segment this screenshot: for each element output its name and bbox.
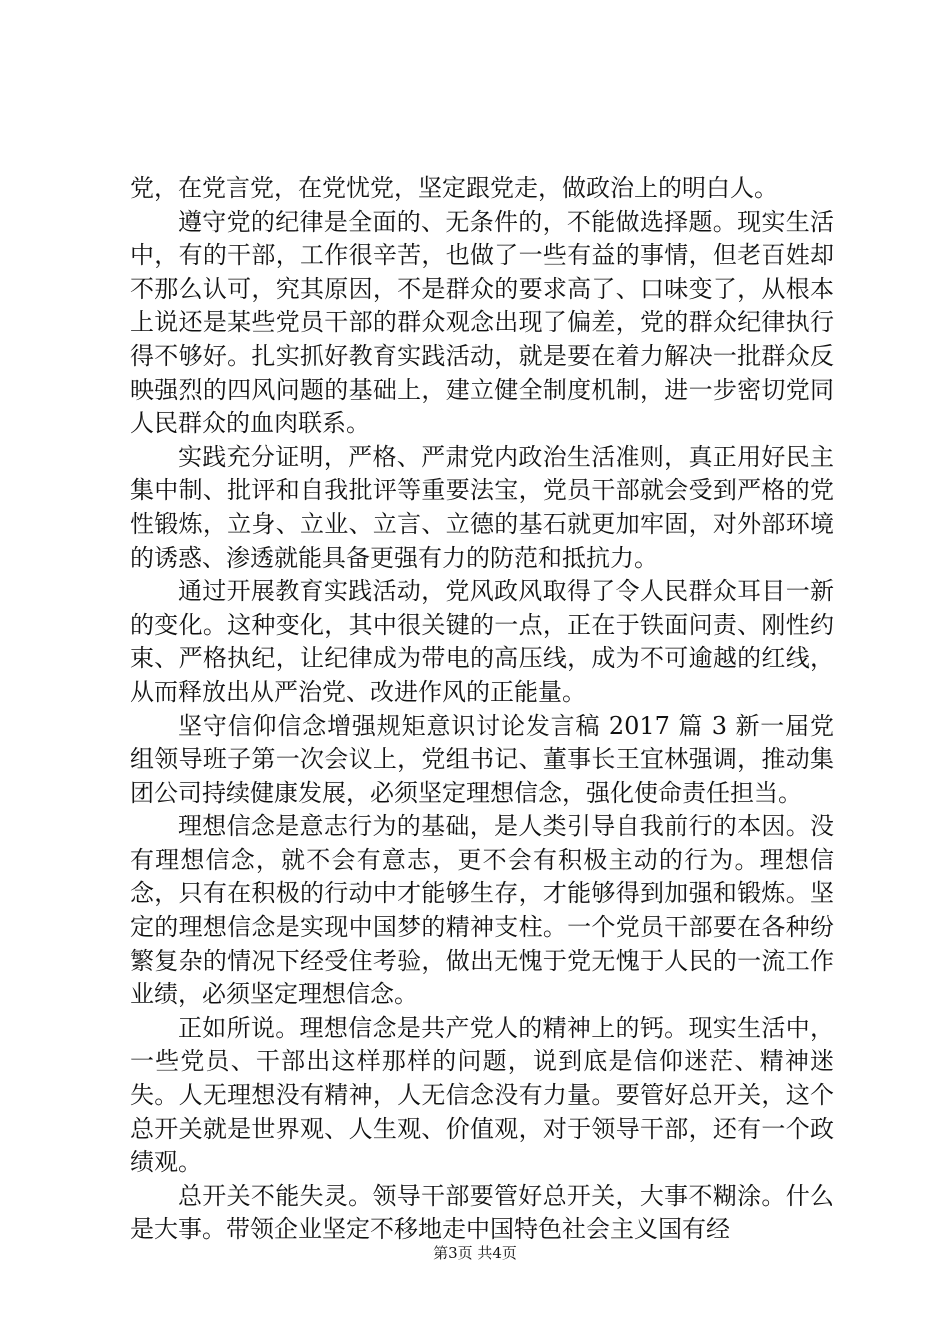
paragraph: 通过开展教育实践活动，党风政风取得了令人民群众耳目一新的变化。这种变化，其中很关键的一点，正在于铁面问责、刚性约束、严格执纪，让纪律成为带电的高压线，成为不可逾越的红线，从而释放出从严治党、改进作风的正能量。 [130,577,834,706]
paragraph: 总开关不能失灵。领导干部要管好总开关，大事不糊涂。什么是大事。带领企业坚定不移地走中国特色社会主义国有经 [130,1181,834,1244]
page-number-footer: 第3页 共4页 [433,1244,517,1262]
paragraph: 实践充分证明，严格、严肃党内政治生活准则，真正用好民主集中制、批评和自我批评等重要法宝，党员干部就会受到严格的党性锻炼，立身、立业、立言、立德的基石就更加牢固，对外部环境的诱惑、渗透就能具备更强有力的防范和抵抗力。 [130,442,834,572]
paragraph: 坚守信仰信念增强规矩意识讨论发言稿 2017 篇 3 新一届党组领导班子第一次会议上，党组书记、董事长王宜林强调，推动集团公司持续健康发展，必须坚定理想信念，强化使命责任担当。 [130,711,834,807]
paragraph: 党，在党言党，在党忧党，坚定跟党走，做政治上的明白人。 [130,174,778,202]
paragraph: 正如所说。理想信念是共产党人的精神上的钙。现实生活中，一些党员、干部出这样那样的问题，说到底是信仰迷茫、精神迷失。人无理想没有精神，人无信念没有力量。要管好总开关，这个总开关就是世界观、人生观、价值观，对于领导干部，还有一个政绩观。 [130,1013,834,1177]
document-body [130,172,834,1247]
paragraph: 遵守党的纪律是全面的、无条件的，不能做选择题。现实生活中，有的干部，工作很辛苦，也做了一些有益的事情，但老百姓却不那么认可，究其原因，不是群众的要求高了、口味变了，从根本上说还是某些党员干部的群众观念出现了偏差，党的群众纪律执行得不够好。扎实抓好教育实践活动，就是要在着力解决一批群众反映强烈的四风问题的基础上，建立健全制度机制，进一步密切党同人民群众的血肉联系。 [130,207,834,438]
paragraph: 理想信念是意志行为的基础，是人类引导自我前行的本因。没有理想信念，就不会有意志，更不会有积极主动的行为。理想信念，只有在积极的行动中才能够生存，才能够得到加强和锻炼。坚定的理想信念是实现中国梦的精神支柱。一个党员干部要在各种纷繁复杂的情况下经受住考验，做出无愧于党无愧于人民的一流工作业绩，必须坚定理想信念。 [130,812,834,1009]
